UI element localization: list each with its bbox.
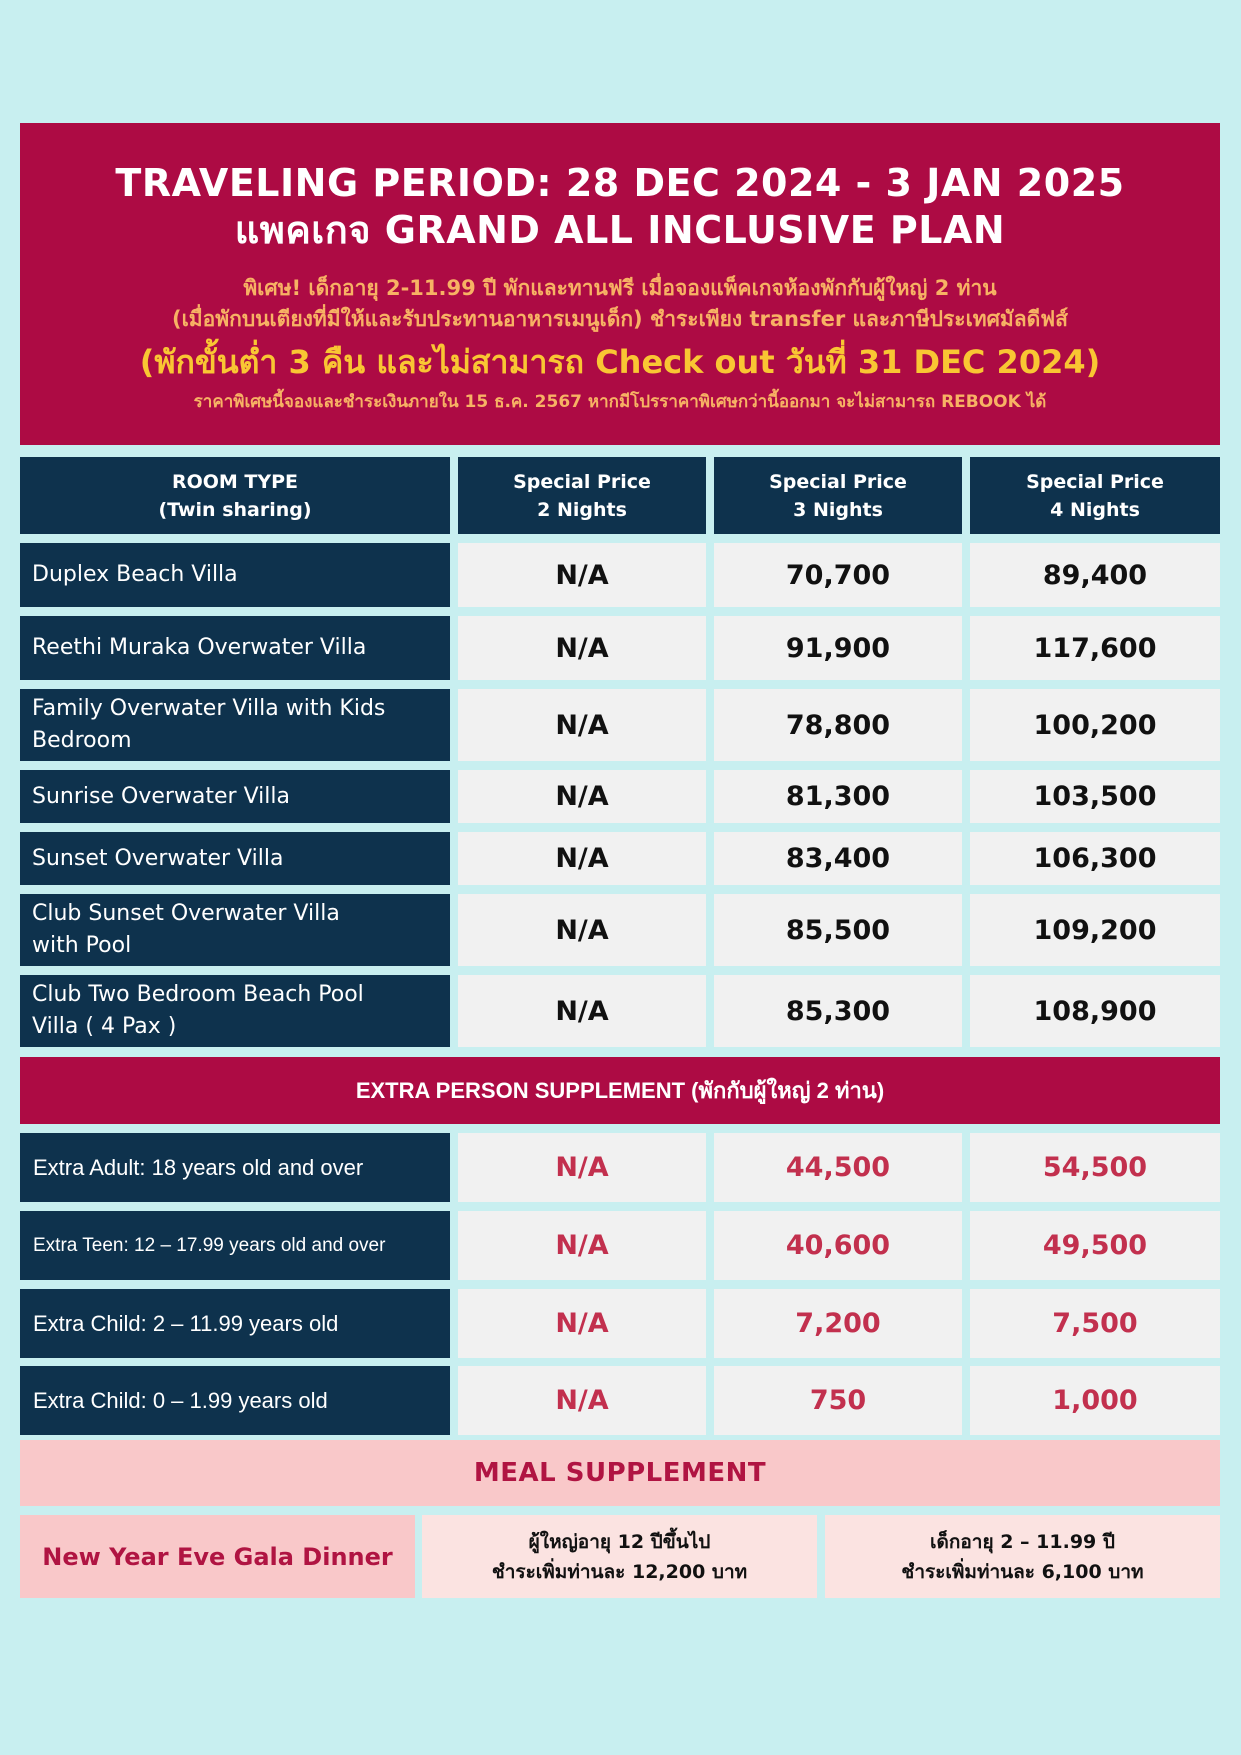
- header-3-nights-line2: 3 Nights: [793, 498, 883, 521]
- price-3-nights: 91,900: [714, 616, 962, 680]
- header-2-nights-line1: Special Price: [513, 470, 651, 493]
- header-room-type-line2: (Twin sharing): [158, 498, 312, 521]
- price-4-nights: 89,400: [970, 543, 1220, 607]
- room-name: Club Sunset Overwater Villa with Pool: [20, 894, 450, 966]
- child-price-label: ชำระเพิ่มท่านละ 6,100 บาท: [901, 1560, 1144, 1583]
- price-2-nights: N/A: [458, 894, 706, 966]
- extra-price-3-nights: 44,500: [714, 1133, 962, 1202]
- price-2-nights: N/A: [458, 543, 706, 607]
- extra-price-2-nights: N/A: [458, 1211, 706, 1280]
- header-4-nights-line1: Special Price: [1026, 470, 1164, 493]
- price-4-nights: 108,900: [970, 975, 1220, 1047]
- price-2-nights: N/A: [458, 616, 706, 680]
- extra-price-3-nights: 750: [714, 1366, 962, 1435]
- price-2-nights: N/A: [458, 832, 706, 885]
- price-4-nights: 106,300: [970, 832, 1220, 885]
- extra-person-label: Extra Child: 0 – 1.99 years old: [20, 1366, 450, 1435]
- room-name: Sunset Overwater Villa: [20, 832, 450, 885]
- min-stay-notice: (พักขั้นต่ำ 3 คืน และไม่สามารถ Check out วันที่ 31 DEC 2024): [139, 343, 1101, 381]
- adult-age-label: ผู้ใหญ่อายุ 12 ปีขึ้นไป: [528, 1530, 711, 1553]
- extra-price-4-nights: 7,500: [970, 1289, 1220, 1358]
- promo-header: [20, 123, 1220, 445]
- extra-price-4-nights: 49,500: [970, 1211, 1220, 1280]
- extra-price-2-nights: N/A: [458, 1366, 706, 1435]
- room-name: Family Overwater Villa with Kids Bedroom: [20, 689, 450, 761]
- room-name: Duplex Beach Villa: [20, 543, 450, 607]
- gala-dinner-adult-price: [422, 1515, 817, 1598]
- header-2-nights-line2: 2 Nights: [537, 498, 627, 521]
- price-3-nights: 81,300: [714, 770, 962, 823]
- price-3-nights: 83,400: [714, 832, 962, 885]
- header-3-nights-line1: Special Price: [769, 470, 907, 493]
- header-2-nights: [458, 457, 706, 534]
- price-4-nights: 103,500: [970, 770, 1220, 823]
- header-room-type-line1: ROOM TYPE: [171, 470, 299, 493]
- room-name: Sunrise Overwater Villa: [20, 770, 450, 823]
- extra-person-title: EXTRA PERSON SUPPLEMENT (พักกับผู้ใหญ่ 2 ท่าน): [20, 1057, 1220, 1124]
- gala-dinner-child-price: [825, 1515, 1220, 1598]
- extra-person-label: Extra Child: 2 – 11.99 years old: [20, 1289, 450, 1358]
- price-2-nights: N/A: [458, 689, 706, 761]
- extra-price-4-nights: 1,000: [970, 1366, 1220, 1435]
- price-3-nights: 70,700: [714, 543, 962, 607]
- adult-price-label: ชำระเพิ่มท่านละ 12,200 บาท: [491, 1560, 748, 1583]
- price-2-nights: N/A: [458, 975, 706, 1047]
- travel-period-title: TRAVELING PERIOD: 28 DEC 2024 - 3 JAN 2025: [115, 161, 1125, 205]
- price-4-nights: 117,600: [970, 616, 1220, 680]
- child-age-label: เด็กอายุ 2 – 11.99 ปี: [930, 1530, 1115, 1553]
- price-4-nights: 100,200: [970, 689, 1220, 761]
- extra-price-3-nights: 7,200: [714, 1289, 962, 1358]
- room-name: Reethi Muraka Overwater Villa: [20, 616, 450, 680]
- price-3-nights: 85,300: [714, 975, 962, 1047]
- header-room-type: [20, 457, 450, 534]
- extra-price-2-nights: N/A: [458, 1133, 706, 1202]
- promo-line-2: (เมื่อพักบนเตียงที่มีให้และรับประทานอาหารเมนูเด็ก) ชำระเพียง transfer และภาษีประเทศมัลดีฟส์: [172, 307, 1068, 331]
- booking-deadline-notice: ราคาพิเศษนี้จองและชำระเงินภายใน 15 ธ.ค. 2567 หากมีโปรราคาพิเศษกว่านี้ออกมา จะไม่สามารถ REBOOK ได้: [193, 392, 1047, 412]
- extra-price-4-nights: 54,500: [970, 1133, 1220, 1202]
- extra-person-label: Extra Adult: 18 years old and over: [20, 1133, 450, 1202]
- header-4-nights: [970, 457, 1220, 534]
- gala-dinner-name: New Year Eve Gala Dinner: [20, 1515, 415, 1598]
- extra-person-label: Extra Teen: 12 – 17.99 years old and over: [20, 1211, 450, 1280]
- room-name: Club Two Bedroom Beach Pool Villa ( 4 Pax ): [20, 975, 450, 1047]
- promo-line-1: พิเศษ! เด็กอายุ 2-11.99 ปี พักและทานฟรี เมื่อจองแพ็คเกจห้องพักกับผู้ใหญ่ 2 ท่าน: [243, 276, 997, 300]
- header-4-nights-line2: 4 Nights: [1050, 498, 1140, 521]
- price-3-nights: 78,800: [714, 689, 962, 761]
- header-3-nights: [714, 457, 962, 534]
- meal-supplement-title: MEAL SUPPLEMENT: [20, 1440, 1220, 1506]
- price-2-nights: N/A: [458, 770, 706, 823]
- price-4-nights: 109,200: [970, 894, 1220, 966]
- package-title: แพคเกจ GRAND ALL INCLUSIVE PLAN: [234, 208, 1006, 252]
- extra-price-2-nights: N/A: [458, 1289, 706, 1358]
- price-3-nights: 85,500: [714, 894, 962, 966]
- extra-price-3-nights: 40,600: [714, 1211, 962, 1280]
